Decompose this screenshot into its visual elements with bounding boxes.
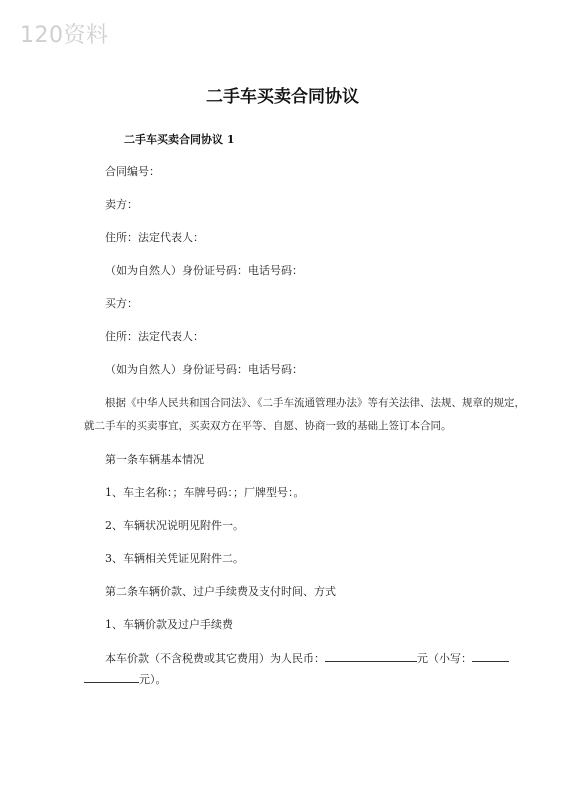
seller-address-line: 住所：法定代表人： — [105, 231, 204, 244]
price-unit: 元（小写： — [417, 652, 472, 665]
buyer-line: 买方： — [105, 297, 138, 310]
intro-paragraph-line-1: 根据《中华人民共和国合同法》、《二手车流通管理办法》等有关法律、法规、规章的规定， — [105, 397, 525, 409]
contract-number-line: 合同编号： — [105, 165, 160, 178]
buyer-id-line: （如为自然人）身份证号码：电话号码： — [105, 363, 303, 376]
watermark: 120资料 — [20, 23, 109, 48]
price-suffix: 元）。 — [139, 673, 167, 686]
article-1-heading: 第一条车辆基本情况 — [105, 453, 204, 466]
seller-line: 卖方： — [105, 198, 138, 211]
price-line-continued — [84, 671, 167, 687]
article-1-item-3: 3、车辆相关凭证见附件二。 — [105, 552, 244, 565]
price-lowercase-blank-field-part-2[interactable] — [84, 671, 139, 683]
document-subtitle: 二手车买卖合同协议 1 — [124, 133, 235, 146]
buyer-address-line: 住所：法定代表人： — [105, 330, 204, 343]
article-1-item-2: 2、车辆状况说明见附件一。 — [105, 519, 244, 532]
price-blank-field[interactable] — [325, 650, 417, 662]
document-title: 二手车买卖合同协议 — [206, 87, 359, 107]
article-2-item-1: 1、车辆价款及过户手续费 — [105, 618, 233, 631]
price-line — [105, 650, 509, 666]
seller-id-line: （如为自然人）身份证号码：电话号码： — [105, 264, 303, 277]
price-lowercase-blank-field-part-1[interactable] — [472, 650, 509, 662]
intro-paragraph-line-2: 就二手车的买卖事宜，买卖双方在平等、自愿、协商一致的基础上签订本合同。 — [84, 420, 452, 432]
article-1-item-1: 1、车主名称：；车牌号码：；厂牌型号：。 — [105, 486, 305, 499]
article-2-heading: 第二条车辆价款、过户手续费及支付时间、方式 — [105, 585, 336, 598]
price-prefix: 本车价款（不含税费或其它费用）为人民币： — [105, 652, 325, 665]
